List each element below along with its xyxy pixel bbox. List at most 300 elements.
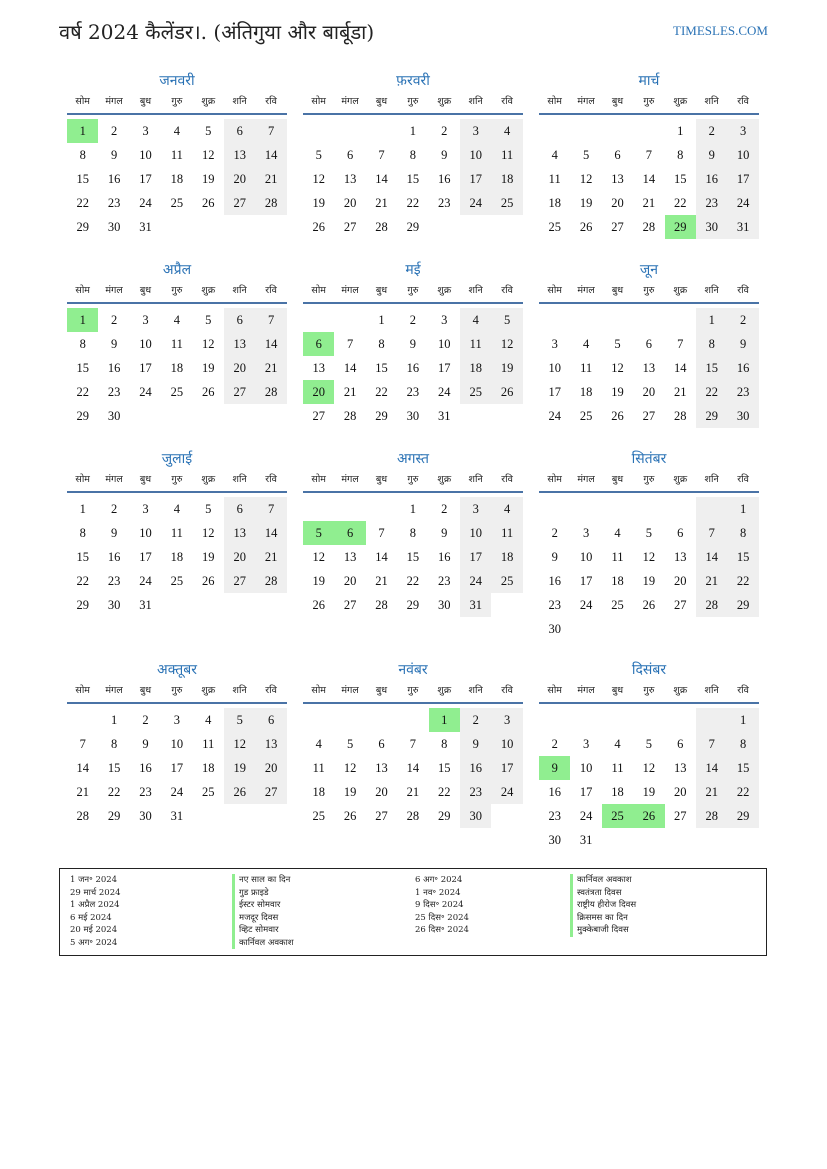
day-cell: 26 — [579, 220, 593, 234]
day-cell: 6 — [224, 308, 255, 332]
day-cell: 23 — [460, 780, 491, 804]
day-cell: 31 — [460, 593, 491, 617]
day-cell: 30 — [438, 598, 451, 612]
day-cell: 10 — [579, 761, 593, 775]
day-cell: 11 — [170, 337, 183, 351]
day-cell: 13 — [343, 172, 357, 186]
weekday-header — [67, 681, 287, 704]
day-cell: 8 — [677, 148, 684, 162]
day-cell: 27 — [224, 380, 255, 404]
day-cell: 15 — [406, 172, 420, 186]
day-cell: 3 — [727, 119, 758, 143]
day-cell: 30 — [107, 598, 121, 612]
day-cell: 26 — [642, 598, 656, 612]
day-cell: 10 — [727, 143, 758, 167]
day-cell: 10 — [548, 361, 561, 375]
weekday-label: मंगल — [105, 96, 123, 107]
day-cell: 17 — [170, 761, 184, 775]
day-cell: 13 — [224, 143, 255, 167]
day-cell: 29 — [76, 409, 89, 423]
day-cell: 12 — [579, 172, 593, 186]
weekday-header — [303, 281, 523, 304]
day-cell: 16 — [139, 761, 152, 775]
day-cell: 10 — [460, 521, 491, 545]
weekday-label: शुक्र — [201, 285, 216, 296]
site-link[interactable]: TIMESLES.COM — [673, 23, 768, 38]
weekend-blank — [696, 708, 727, 732]
day-cell: 8 — [409, 526, 416, 540]
day-cell: 17 — [460, 167, 491, 191]
day-cell: 7 — [378, 148, 385, 162]
weekday-label: बुध — [139, 685, 152, 696]
day-cell: 7 — [645, 148, 652, 162]
day-cell: 19 — [224, 756, 255, 780]
holiday-day: 1 — [67, 308, 98, 332]
weekday-label: शुक्र — [201, 96, 216, 107]
day-cell: 17 — [438, 361, 451, 375]
day-cell: 29 — [76, 220, 89, 234]
weekday-label: शनि — [232, 96, 247, 107]
day-cell: 9 — [696, 143, 727, 167]
day-cell: 17 — [579, 785, 593, 799]
day-cell: 11 — [611, 761, 624, 775]
day-cell: 13 — [224, 332, 255, 356]
day-cell: 4 — [173, 502, 180, 516]
day-cell: 4 — [173, 313, 180, 327]
day-cell: 2 — [142, 713, 149, 727]
weekday-label: शुक्र — [201, 474, 216, 485]
day-cell: 11 — [580, 361, 593, 375]
day-cell: 22 — [727, 780, 758, 804]
day-cell: 5 — [224, 708, 255, 732]
month-block — [303, 659, 523, 849]
weekday-label: सोम — [75, 474, 90, 485]
holiday-legend — [59, 868, 767, 956]
weekday-label: शुक्र — [673, 285, 688, 296]
day-cell: 2 — [551, 526, 558, 540]
day-cell: 24 — [491, 780, 522, 804]
day-cell: 24 — [579, 598, 593, 612]
day-cell: 11 — [170, 526, 183, 540]
holiday-date: 6 अग॰ 2024 — [415, 875, 463, 885]
day-cell: 26 — [343, 809, 357, 823]
day-cell: 12 — [224, 732, 255, 756]
day-cell: 8 — [696, 332, 727, 356]
day-cell: 30 — [460, 804, 491, 828]
day-cell: 2 — [460, 708, 491, 732]
weekday-label: सोम — [547, 685, 562, 696]
day-cell: 19 — [202, 550, 215, 564]
weekday-label: मंगल — [577, 96, 595, 107]
day-cell: 3 — [142, 124, 149, 138]
weekday-label: रवि — [265, 685, 277, 696]
day-cell: 9 — [142, 737, 149, 751]
weekday-label: गुरु — [171, 96, 183, 107]
day-cell: 15 — [727, 756, 758, 780]
holiday-day: 20 — [303, 380, 334, 404]
day-cell: 15 — [76, 361, 89, 375]
holiday-day: 25 — [602, 804, 633, 828]
day-cell: 21 — [674, 385, 687, 399]
day-cell: 14 — [255, 143, 286, 167]
day-cell: 23 — [406, 385, 420, 399]
month-name: फ़रवरी — [396, 73, 430, 89]
day-cell: 19 — [579, 196, 593, 210]
day-cell: 26 — [491, 380, 522, 404]
day-cell: 19 — [491, 356, 522, 380]
day-cell: 16 — [107, 550, 121, 564]
day-cell: 23 — [139, 785, 152, 799]
day-grid — [539, 115, 759, 260]
day-cell: 26 — [611, 409, 624, 423]
day-cell: 22 — [406, 574, 420, 588]
day-cell: 24 — [548, 409, 561, 423]
weekday-label: शुक्र — [437, 96, 452, 107]
month-block — [303, 259, 523, 449]
holiday-date: 1 नव॰ 2024 — [415, 887, 461, 898]
day-cell: 6 — [677, 526, 684, 540]
day-cell: 6 — [645, 337, 652, 351]
day-cell: 12 — [312, 550, 325, 564]
calendar-grid — [67, 70, 761, 860]
day-cell: 1 — [677, 124, 684, 138]
day-cell: 23 — [107, 574, 121, 588]
day-cell: 29 — [406, 598, 420, 612]
day-cell: 13 — [674, 761, 687, 775]
day-cell: 19 — [312, 574, 325, 588]
day-cell: 23 — [107, 196, 121, 210]
day-cell: 10 — [460, 143, 491, 167]
day-cell: 6 — [346, 148, 354, 162]
day-cell: 18 — [460, 356, 491, 380]
day-cell: 27 — [642, 409, 656, 423]
day-cell: 14 — [696, 756, 727, 780]
day-cell: 25 — [170, 385, 184, 399]
day-cell: 11 — [312, 761, 325, 775]
day-grid — [67, 304, 287, 449]
day-cell: 12 — [642, 550, 656, 564]
day-cell: 10 — [170, 737, 184, 751]
weekday-label: गुरु — [407, 285, 419, 296]
day-cell: 1 — [696, 308, 727, 332]
weekday-label: मंगल — [577, 474, 595, 485]
day-cell: 18 — [548, 196, 561, 210]
holiday-name: क्रिसमस का दिन — [570, 912, 636, 925]
holiday-col-2-names — [570, 874, 636, 937]
weekday-label: मंगल — [341, 685, 359, 696]
weekday-label: रवि — [501, 474, 513, 485]
day-cell: 25 — [312, 809, 325, 823]
month-name: सितंबर — [631, 451, 667, 467]
day-cell: 17 — [460, 545, 491, 569]
day-cell: 21 — [343, 385, 357, 399]
day-cell: 23 — [548, 809, 561, 823]
day-cell: 30 — [548, 622, 561, 636]
day-cell: 7 — [378, 526, 385, 540]
day-cell: 15 — [76, 550, 89, 564]
day-cell: 26 — [202, 385, 215, 399]
day-cell: 26 — [312, 598, 325, 612]
weekday-label: बुध — [139, 285, 152, 296]
day-cell: 13 — [642, 361, 656, 375]
weekday-label: शनि — [704, 96, 719, 107]
day-cell: 2 — [441, 502, 448, 516]
day-cell: 24 — [139, 385, 152, 399]
day-cell: 14 — [375, 550, 388, 564]
day-cell: 8 — [727, 732, 758, 756]
holiday-date: 5 अग॰ 2024 — [70, 937, 118, 948]
day-cell: 13 — [312, 361, 325, 375]
holiday-date: 1 जन॰ 2024 — [70, 875, 118, 885]
holiday-date: 1 अप्रैल 2024 — [70, 900, 120, 910]
day-cell: 15 — [674, 172, 687, 186]
day-cell: 8 — [110, 737, 118, 751]
day-cell: 1 — [727, 708, 758, 732]
month-block — [67, 659, 287, 849]
month-name: जुलाई — [161, 451, 193, 467]
weekday-header — [303, 92, 523, 115]
day-cell: 3 — [142, 502, 149, 516]
day-grid — [67, 493, 287, 638]
day-cell: 11 — [548, 172, 561, 186]
weekday-header — [539, 281, 759, 304]
day-cell: 19 — [312, 196, 325, 210]
day-cell: 21 — [406, 785, 420, 799]
day-cell: 24 — [139, 574, 152, 588]
day-cell: 2 — [551, 737, 558, 751]
day-grid — [303, 115, 523, 260]
day-grid — [303, 493, 523, 638]
weekday-label: शनि — [704, 685, 719, 696]
day-cell: 20 — [343, 574, 357, 588]
day-cell: 27 — [611, 220, 624, 234]
month-block — [539, 448, 759, 638]
day-cell: 6 — [677, 737, 684, 751]
day-cell: 3 — [582, 526, 590, 540]
day-cell: 21 — [255, 545, 286, 569]
day-cell: 13 — [255, 732, 286, 756]
day-cell: 12 — [202, 526, 215, 540]
day-cell: 31 — [579, 833, 593, 847]
day-cell: 12 — [491, 332, 522, 356]
day-cell: 5 — [205, 313, 212, 327]
day-cell: 11 — [460, 332, 491, 356]
month-block — [67, 448, 287, 638]
day-cell: 27 — [343, 598, 357, 612]
day-cell: 27 — [255, 780, 286, 804]
day-cell: 17 — [139, 172, 152, 186]
day-cell: 17 — [579, 574, 593, 588]
day-cell: 22 — [76, 385, 89, 399]
day-cell: 29 — [727, 804, 758, 828]
day-cell: 2 — [110, 502, 118, 516]
day-cell: 4 — [173, 124, 180, 138]
day-cell: 12 — [202, 337, 215, 351]
day-cell: 10 — [139, 148, 152, 162]
weekday-label: गुरु — [171, 685, 183, 696]
weekday-header — [539, 681, 759, 704]
day-cell: 4 — [551, 148, 558, 162]
day-cell: 5 — [645, 526, 652, 540]
day-cell: 14 — [375, 172, 388, 186]
month-block — [67, 259, 287, 449]
weekday-label: बुध — [375, 685, 388, 696]
day-cell: 28 — [406, 809, 420, 823]
day-cell: 31 — [727, 215, 758, 239]
month-name: जनवरी — [159, 73, 195, 89]
weekday-label: सोम — [75, 285, 90, 296]
day-cell: 16 — [548, 785, 561, 799]
day-cell: 25 — [460, 380, 491, 404]
day-cell: 22 — [438, 785, 451, 799]
holiday-col-1-names — [232, 874, 294, 949]
day-cell: 28 — [76, 809, 89, 823]
day-cell: 15 — [375, 361, 388, 375]
day-cell: 22 — [696, 380, 727, 404]
day-cell: 14 — [343, 361, 357, 375]
day-cell: 24 — [170, 785, 184, 799]
day-cell: 10 — [579, 550, 593, 564]
month-name: अप्रैल — [162, 262, 192, 278]
day-cell: 3 — [441, 313, 448, 327]
day-cell: 28 — [642, 220, 656, 234]
day-cell: 11 — [202, 737, 215, 751]
day-cell: 21 — [375, 574, 388, 588]
day-cell: 19 — [343, 785, 357, 799]
weekday-label: शुक्र — [673, 474, 688, 485]
day-cell: 4 — [205, 713, 212, 727]
day-cell: 23 — [438, 196, 451, 210]
day-cell: 6 — [614, 148, 621, 162]
day-cell: 4 — [614, 526, 621, 540]
holiday-name: नए साल का दिन — [232, 874, 294, 887]
day-cell: 12 — [642, 761, 656, 775]
holiday-day: 6 — [303, 332, 334, 356]
weekday-label: रवि — [737, 285, 749, 296]
holiday-name: गुड फ्राइडे — [232, 887, 294, 900]
day-cell: 31 — [170, 809, 184, 823]
weekday-label: मंगल — [577, 685, 595, 696]
weekday-label: सोम — [547, 474, 562, 485]
weekday-label: गुरु — [643, 285, 655, 296]
day-cell: 3 — [491, 708, 522, 732]
day-cell: 29 — [375, 409, 388, 423]
day-cell: 30 — [696, 215, 727, 239]
weekday-label: गुरु — [643, 96, 655, 107]
holiday-date: 25 दिस॰ 2024 — [415, 912, 469, 923]
day-cell: 22 — [674, 196, 687, 210]
day-cell: 18 — [170, 550, 184, 564]
day-cell: 5 — [491, 308, 522, 332]
weekday-label: सोम — [547, 96, 562, 107]
weekday-header — [67, 92, 287, 115]
day-grid — [539, 704, 759, 849]
day-cell: 5 — [205, 502, 212, 516]
weekday-label: रवि — [265, 474, 277, 485]
day-cell: 18 — [202, 761, 215, 775]
weekday-label: रवि — [737, 96, 749, 107]
day-cell: 24 — [460, 191, 491, 215]
holiday-name: मुक्केबाजी दिवस — [570, 924, 636, 937]
day-cell: 28 — [343, 409, 357, 423]
day-cell: 30 — [107, 220, 121, 234]
weekday-label: शुक्र — [673, 685, 688, 696]
day-cell: 7 — [79, 737, 86, 751]
weekday-label: शनि — [468, 96, 483, 107]
day-cell: 7 — [696, 521, 727, 545]
holiday-name: ईस्टर सोमवार — [232, 899, 294, 912]
weekday-label: सोम — [311, 474, 326, 485]
day-cell: 25 — [170, 574, 184, 588]
weekday-label: सोम — [311, 685, 326, 696]
day-cell: 28 — [696, 593, 727, 617]
day-cell: 2 — [110, 124, 118, 138]
day-cell: 8 — [727, 521, 758, 545]
day-cell: 28 — [255, 191, 286, 215]
day-cell: 25 — [491, 569, 522, 593]
weekday-label: गुरु — [643, 685, 655, 696]
day-cell: 22 — [107, 785, 121, 799]
day-cell: 5 — [645, 737, 652, 751]
day-cell: 31 — [438, 409, 451, 423]
day-cell: 1 — [409, 124, 416, 138]
day-cell: 29 — [107, 809, 121, 823]
weekday-label: गुरु — [407, 96, 419, 107]
month-block — [539, 659, 759, 849]
day-cell: 20 — [224, 356, 255, 380]
weekday-label: रवि — [501, 685, 513, 696]
day-cell: 20 — [611, 196, 624, 210]
weekday-label: गुरु — [171, 474, 183, 485]
day-cell: 4 — [582, 337, 590, 351]
day-cell: 26 — [224, 780, 255, 804]
weekday-label: शनि — [468, 285, 483, 296]
day-cell: 13 — [224, 521, 255, 545]
day-cell: 17 — [548, 385, 561, 399]
weekday-label: शनि — [704, 285, 719, 296]
day-cell: 20 — [674, 574, 687, 588]
day-cell: 2 — [409, 313, 416, 327]
day-cell: 21 — [76, 785, 89, 799]
day-cell: 13 — [674, 550, 687, 564]
day-cell: 19 — [202, 172, 215, 186]
day-cell: 6 — [255, 708, 286, 732]
day-cell: 9 — [551, 550, 558, 564]
weekday-label: रवि — [265, 285, 277, 296]
day-cell: 9 — [409, 337, 416, 351]
day-cell: 30 — [548, 833, 561, 847]
holiday-day: 6 — [334, 521, 365, 545]
day-cell: 30 — [727, 404, 758, 428]
day-cell: 1 — [79, 502, 86, 516]
day-cell: 12 — [312, 172, 325, 186]
holiday-name: राष्ट्रीय हीरोज दिवस — [570, 899, 636, 912]
day-cell: 25 — [579, 409, 593, 423]
page-title: वर्ष 2024 कैलेंडर।. (अंतिगुया और बार्बूडा) — [59, 20, 375, 44]
day-cell: 1 — [110, 713, 118, 727]
day-cell: 9 — [441, 526, 448, 540]
day-cell: 7 — [255, 308, 286, 332]
day-cell: 29 — [696, 404, 727, 428]
month-block — [67, 70, 287, 260]
weekday-label: शुक्र — [437, 285, 452, 296]
day-cell: 30 — [107, 409, 121, 423]
weekday-header — [67, 470, 287, 493]
day-grid — [67, 115, 287, 260]
day-cell: 5 — [315, 148, 322, 162]
day-cell: 16 — [107, 361, 121, 375]
day-cell: 21 — [642, 196, 656, 210]
